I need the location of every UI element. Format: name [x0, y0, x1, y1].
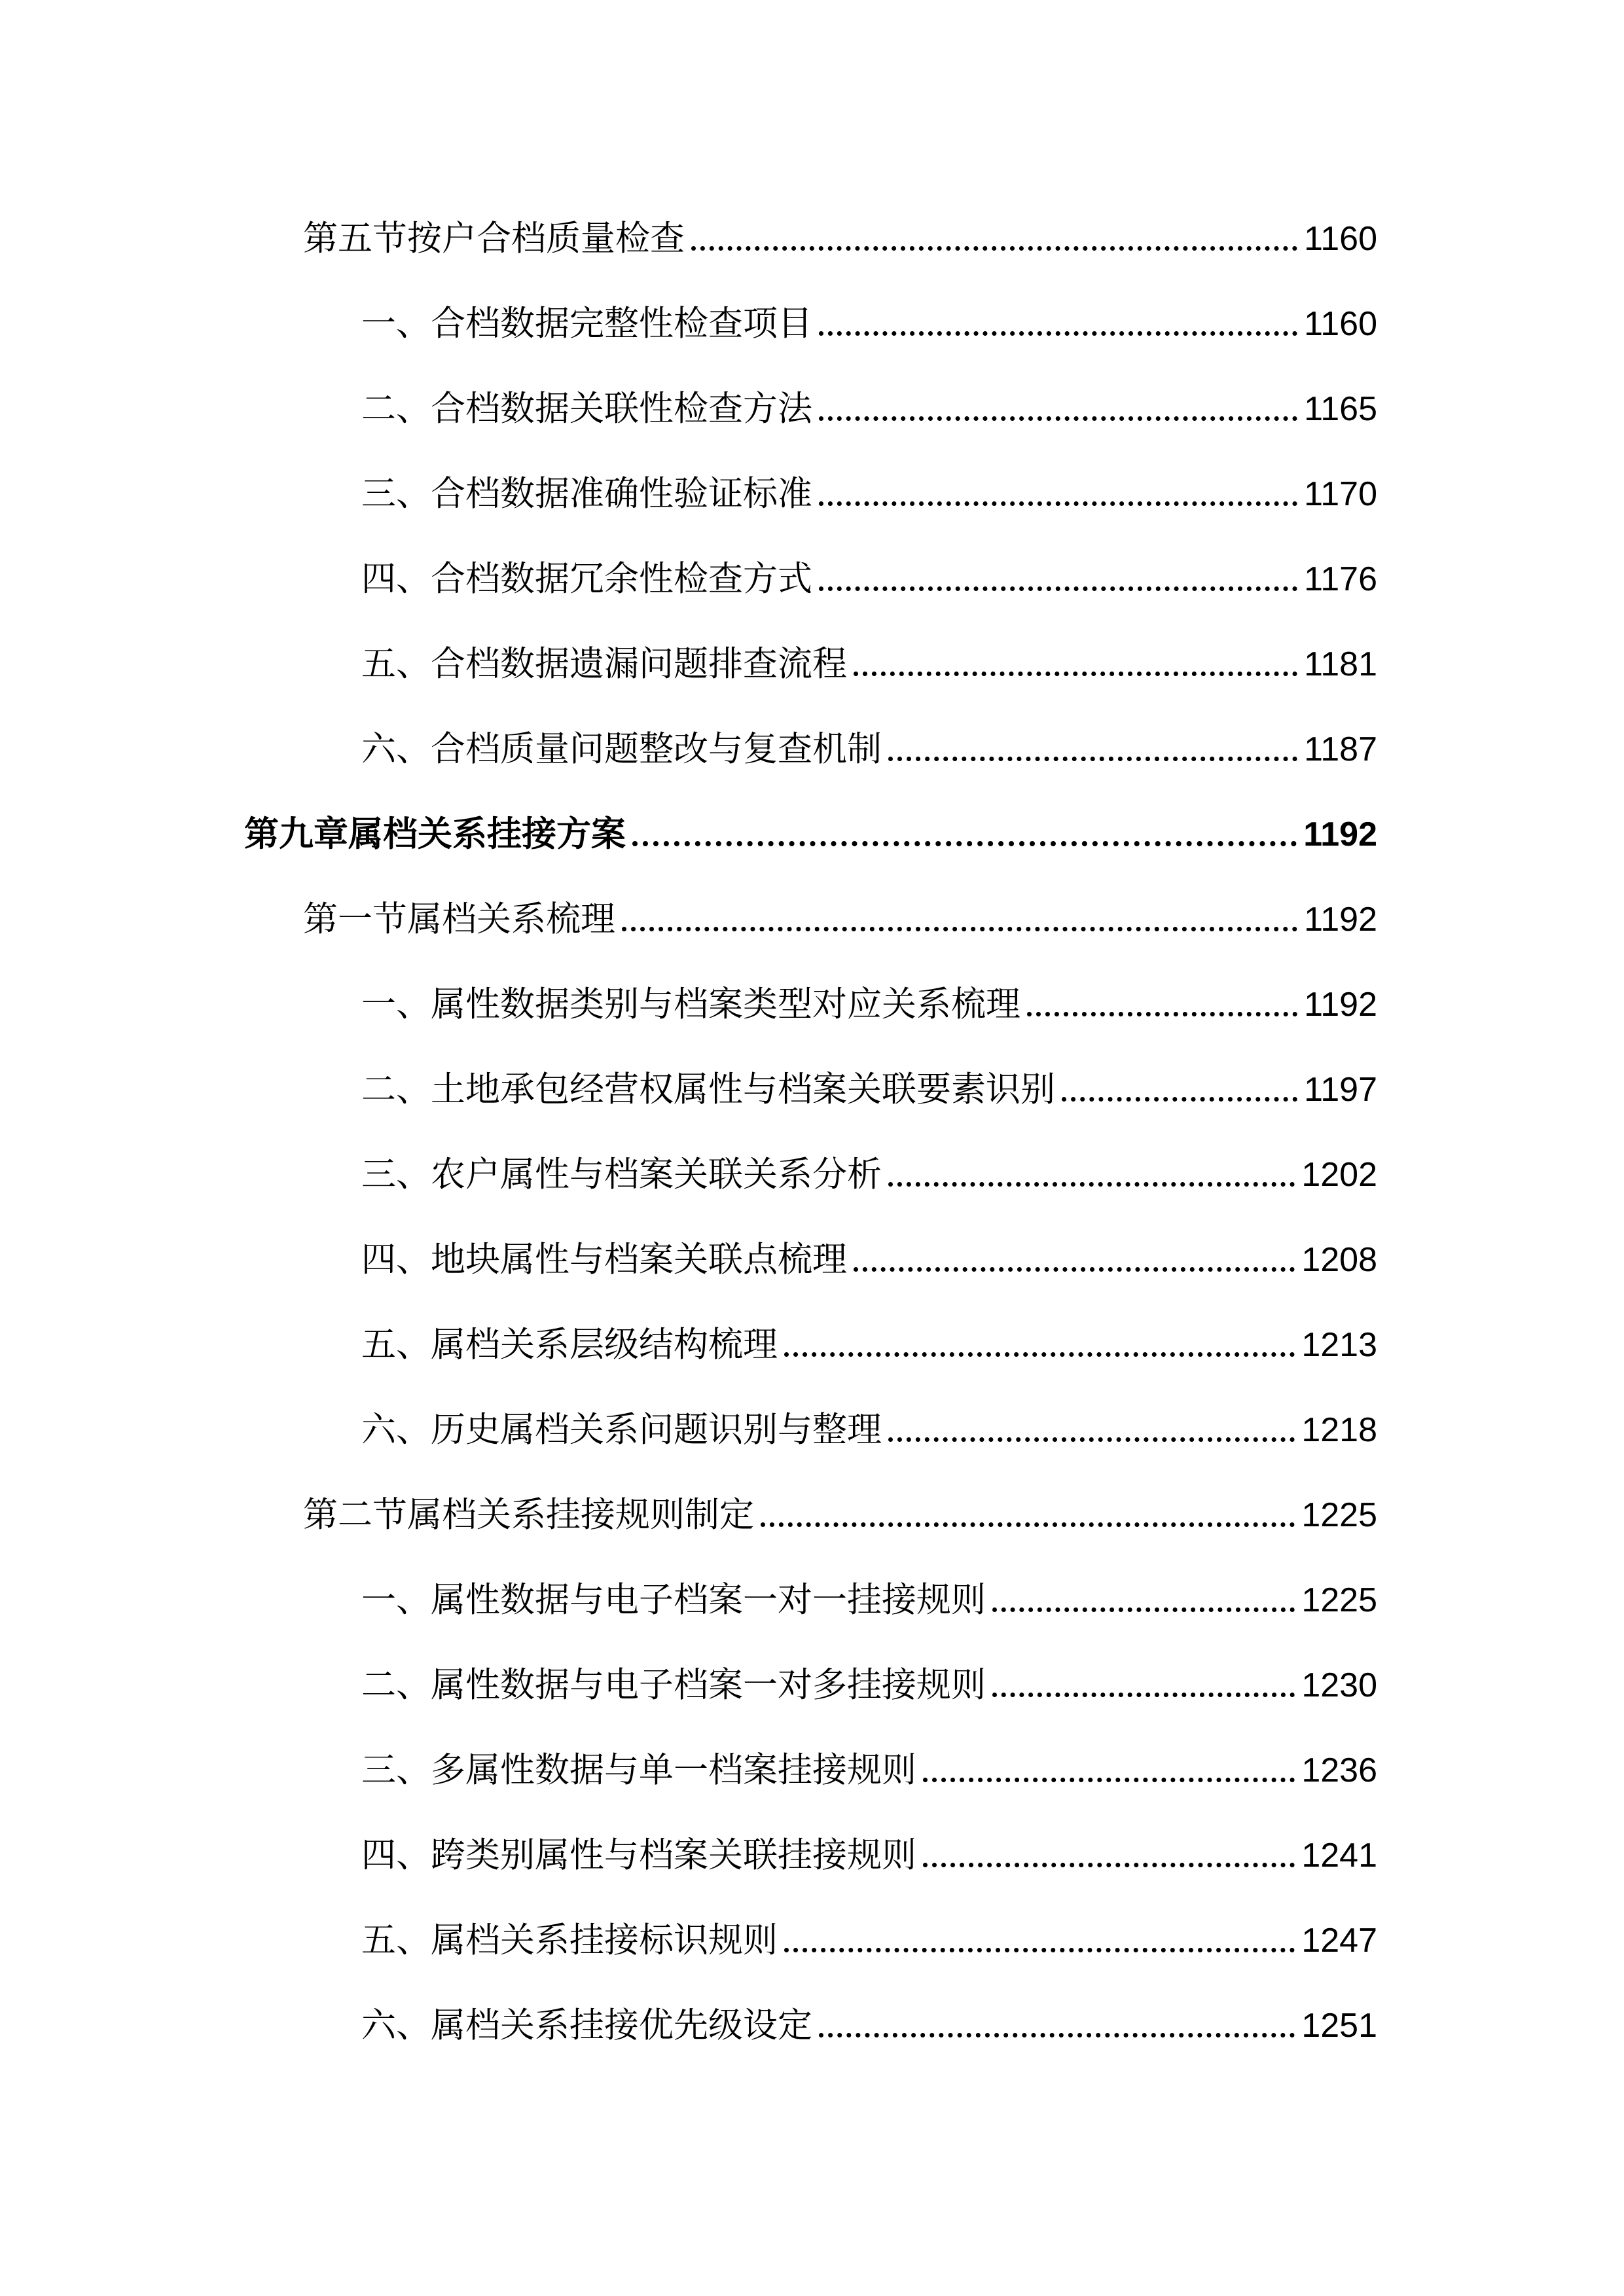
toc-entry-item [361, 1914, 1377, 1967]
toc-entry-page-number: 1170 [1304, 475, 1377, 513]
dot-leader [819, 2033, 1295, 2037]
toc-entry-section [303, 893, 1377, 946]
toc-entry-page-number: 1192 [1304, 986, 1377, 1024]
toc-entry-page-number: 1165 [1304, 390, 1377, 428]
dot-leader [784, 1352, 1295, 1357]
toc-entry-item [361, 1744, 1377, 1797]
dot-leader [923, 1778, 1295, 1782]
toc-entry-page-number: 1192 [1303, 816, 1377, 853]
toc-entry-page-number: 1197 [1304, 1071, 1377, 1109]
toc-entry-page-number: 1225 [1301, 1581, 1377, 1619]
toc-entry-section [303, 1489, 1377, 1541]
toc-entry-item [361, 1319, 1377, 1371]
toc-entry-chapter [244, 808, 1377, 861]
toc-entry-title: 一、属性数据类别与档案类型对应关系梳理 [361, 984, 1020, 1024]
toc-entry-page-number: 1230 [1301, 1666, 1377, 1704]
toc-entry-title: 六、属档关系挂接优先级设定 [361, 2005, 812, 2045]
toc-entry-title: 四、合档数据冗余性检查方式 [361, 559, 812, 599]
toc-entry-title: 二、属性数据与电子档案一对多挂接规则 [361, 1665, 986, 1705]
dot-leader [691, 246, 1297, 251]
toc-entry-title: 四、地块属性与档案关联点梳理 [361, 1240, 847, 1280]
toc-entry-item [361, 1659, 1377, 1712]
dot-leader [819, 501, 1297, 506]
toc-entry-page-number: 1187 [1304, 730, 1377, 768]
dot-leader [1062, 1097, 1297, 1102]
toc-entry-section [303, 213, 1377, 265]
toc-entry-item [361, 978, 1377, 1031]
dot-leader [923, 1863, 1295, 1867]
toc-entry-page-number: 1176 [1304, 560, 1377, 598]
dot-leader [632, 841, 1297, 846]
toc-entry-page-number: 1213 [1301, 1326, 1377, 1364]
dot-leader [992, 1607, 1295, 1612]
toc-entry-title: 三、农户属性与档案关联关系分析 [361, 1155, 882, 1194]
toc-entry-title: 第二节属档关系挂接规则制定 [303, 1495, 754, 1535]
toc-entry-title: 二、土地承包经营权属性与档案关联要素识别 [361, 1069, 1055, 1109]
toc-entry-item [361, 553, 1377, 605]
toc-entry-title: 六、合档质量问题整改与复查机制 [361, 729, 882, 769]
dot-leader [854, 672, 1297, 676]
dot-leader [819, 586, 1297, 591]
toc-entry-item [361, 638, 1377, 691]
toc-entry-item [361, 1574, 1377, 1626]
toc-entry-page-number: 1160 [1304, 220, 1377, 258]
toc-entry-item [361, 1234, 1377, 1286]
toc-entry-item [361, 1064, 1377, 1116]
dot-leader [888, 1437, 1295, 1442]
dot-leader [1027, 1012, 1297, 1016]
toc-entry-title: 六、历史属档关系问题识别与整理 [361, 1410, 882, 1450]
toc-entry-item [361, 723, 1377, 776]
toc-entry-item [361, 1149, 1377, 1201]
toc-entry-title: 二、合档数据关联性检查方法 [361, 389, 812, 429]
dot-leader [622, 927, 1297, 931]
dot-leader [761, 1522, 1295, 1527]
toc-entry-item [361, 2000, 1377, 2052]
toc-entry-title: 一、属性数据与电子档案一对一挂接规则 [361, 1580, 986, 1620]
toc-entry-title: 三、多属性数据与单一档案挂接规则 [361, 1750, 916, 1790]
toc-entry-item [361, 298, 1377, 350]
toc-entry-page-number: 1208 [1301, 1241, 1377, 1279]
toc-entry-title: 第九章属档关系挂接方案 [244, 814, 626, 854]
toc-entry-page-number: 1192 [1304, 901, 1377, 939]
toc-entry-page-number: 1236 [1301, 1751, 1377, 1789]
toc-entry-page-number: 1241 [1301, 1837, 1377, 1874]
toc-entry-page-number: 1247 [1301, 1922, 1377, 1960]
toc-entry-item [361, 468, 1377, 520]
dot-leader [888, 757, 1297, 761]
dot-leader [888, 1182, 1295, 1187]
dot-leader [819, 331, 1297, 336]
toc-entry-title: 五、属档关系层级结构梳理 [361, 1325, 778, 1365]
toc-entry-page-number: 1181 [1304, 645, 1377, 683]
toc-entry-item [361, 1404, 1377, 1456]
toc-entry-page-number: 1251 [1301, 2007, 1377, 2045]
dot-leader [854, 1267, 1295, 1272]
dot-leader [819, 416, 1297, 421]
toc-entry-title: 四、跨类别属性与档案关联挂接规则 [361, 1835, 916, 1875]
toc-entry-page-number: 1160 [1304, 305, 1377, 343]
toc-entry-title: 第一节属档关系梳理 [303, 899, 615, 939]
toc-entry-title: 三、合档数据准确性验证标准 [361, 474, 812, 514]
toc-entry-title: 第五节按户合档质量检查 [303, 219, 685, 259]
toc-entry-page-number: 1225 [1301, 1496, 1377, 1534]
toc-entry-title: 一、合档数据完整性检查项目 [361, 304, 812, 344]
toc-entry-title: 五、属档关系挂接标识规则 [361, 1920, 778, 1960]
toc-entry-page-number: 1218 [1301, 1411, 1377, 1449]
toc-entry-item [361, 383, 1377, 435]
toc-entry-title: 五、合档数据遗漏问题排查流程 [361, 644, 847, 684]
toc-entry-page-number: 1202 [1301, 1156, 1377, 1194]
dot-leader [784, 1948, 1295, 1952]
toc-entry-item [361, 1829, 1377, 1882]
dot-leader [992, 1693, 1295, 1697]
